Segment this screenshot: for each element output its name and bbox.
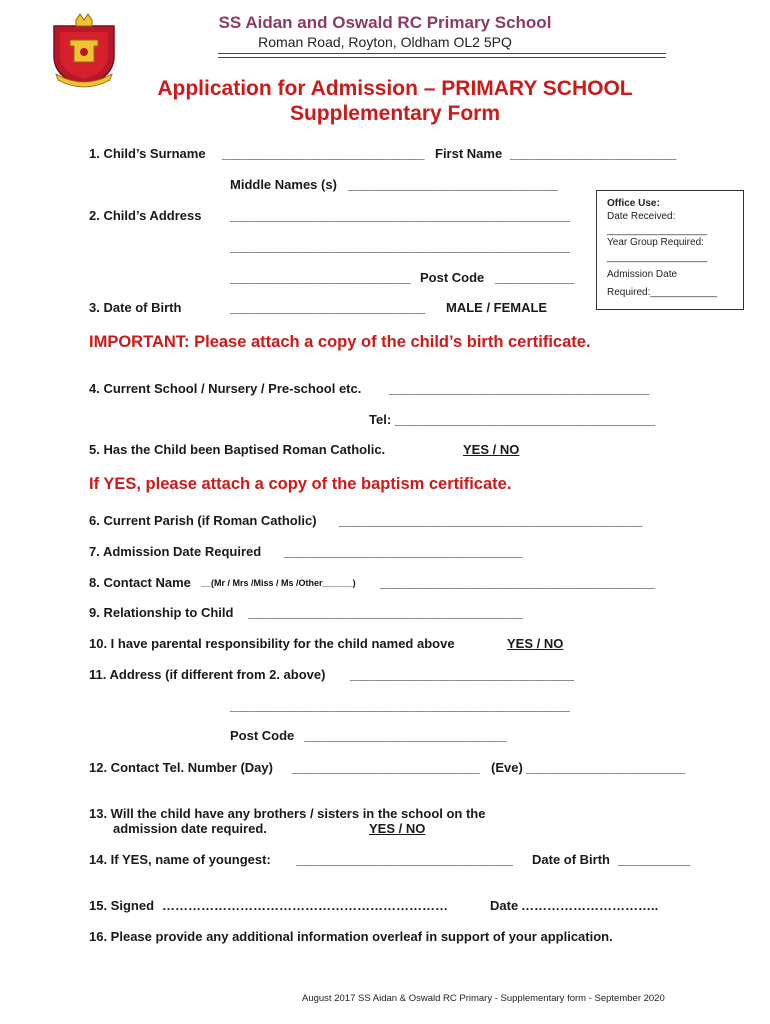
contact-tel-eve-label: (Eve)	[491, 760, 523, 775]
date-of-birth-field[interactable]: ___________________________	[230, 300, 426, 315]
child-postcode-field[interactable]: ___________	[495, 270, 575, 285]
other-postcode-label: Post Code	[230, 728, 295, 743]
admission-date-field[interactable]: _________________________________	[284, 544, 523, 559]
date-of-birth-label: 3. Date of Birth	[89, 300, 182, 315]
contact-tel-day-field[interactable]: __________________________	[292, 760, 480, 775]
child-surname-label: 1. Child’s Surname	[89, 146, 206, 161]
siblings-yes-no[interactable]: YES / NO	[369, 821, 426, 836]
current-parish-label: 6. Current Parish (if Roman Catholic)	[89, 513, 317, 528]
contact-name-field[interactable]: ______________________________________	[380, 575, 655, 590]
header-rule	[218, 53, 666, 54]
form-subtitle: Supplementary Form	[289, 102, 501, 125]
other-address-line1[interactable]: _______________________________	[350, 667, 575, 682]
baptised-label: 5. Has the Child been Baptised Roman Catholic.	[89, 442, 386, 457]
child-address-label: 2. Child’s Address	[89, 208, 202, 223]
middle-names-label: Middle Names (s)	[230, 177, 337, 192]
contact-tel-eve-field[interactable]: ______________________	[526, 760, 686, 775]
form-title: Application for Admission – PRIMARY SCHOOL	[157, 77, 633, 100]
siblings-question-line1: 13. Will the child have any brothers / sisters in the school on the	[89, 806, 486, 821]
important-birth-certificate-note: IMPORTANT: Please attach a copy of the child’s birth certificate.	[89, 333, 591, 351]
office-admission-required-field[interactable]: Required:____________	[607, 287, 718, 298]
parental-responsibility-label: 10. I have parental responsibility for the child named above	[89, 636, 455, 651]
sex-options[interactable]: MALE / FEMALE	[446, 300, 548, 315]
baptism-certificate-note: If YES, please attach a copy of the baptism certificate.	[89, 475, 512, 493]
contact-tel-label: 12. Contact Tel. Number (Day)	[89, 760, 273, 775]
child-address-line1[interactable]: _______________________________________________	[230, 208, 570, 223]
other-postcode-field[interactable]: ____________________________	[304, 728, 507, 743]
signed-date-field[interactable]: …………………………..	[521, 898, 659, 913]
youngest-sibling-label: 14. If YES, name of youngest:	[89, 852, 271, 867]
youngest-sibling-field[interactable]: ______________________________	[296, 852, 513, 867]
header-rule-thin	[218, 57, 666, 58]
siblings-question-line2: admission date required.	[113, 821, 267, 836]
school-address: Roman Road, Royton, Oldham OL2 5PQ	[258, 34, 512, 50]
other-address-label: 11. Address (if different from 2. above)	[89, 667, 326, 682]
school-tel-field[interactable]: ____________________________________	[395, 412, 656, 427]
child-address-line2[interactable]: _______________________________________________	[230, 239, 570, 254]
office-year-group-field[interactable]: __________________	[607, 252, 708, 263]
signed-field[interactable]: …………………………………………………………	[162, 898, 448, 913]
footer: August 2017 SS Aidan & Oswald RC Primary - Supplementary form - September 2020	[302, 993, 665, 1004]
school-name: SS Aidan and Oswald RC Primary School	[218, 13, 552, 32]
school-tel-label: Tel:	[369, 412, 392, 427]
contact-name-label: 8. Contact Name	[89, 575, 191, 590]
current-school-field[interactable]: ____________________________________	[389, 381, 650, 396]
first-name-label: First Name	[435, 146, 503, 161]
additional-info-note: 16. Please provide any additional information overleaf in support of your application.	[89, 929, 613, 944]
middle-names-field[interactable]: _____________________________	[348, 177, 558, 192]
office-year-group-label: Year Group Required:	[607, 237, 704, 248]
signed-date-label: Date	[490, 898, 519, 913]
contact-title-options[interactable]: __(Mr / Mrs /Miss / Ms /Other______)	[201, 578, 356, 588]
office-use-title: Office Use:	[607, 198, 660, 209]
child-address-line3[interactable]: _________________________	[230, 270, 411, 285]
relationship-field[interactable]: ______________________________________	[248, 605, 523, 620]
current-parish-field[interactable]: __________________________________________	[339, 513, 643, 528]
office-date-received-field[interactable]: __________________	[607, 225, 708, 236]
sibling-dob-field[interactable]: __________	[618, 852, 691, 867]
current-school-label: 4. Current School / Nursery / Pre-school etc.	[89, 381, 362, 396]
office-date-received-label: Date Received:	[607, 211, 676, 222]
other-address-line2[interactable]: _______________________________________________	[230, 698, 570, 713]
parental-responsibility-yes-no[interactable]: YES / NO	[507, 636, 564, 651]
office-admission-date-label: Admission Date	[607, 269, 678, 280]
signed-label: 15. Signed	[89, 898, 155, 913]
relationship-label: 9. Relationship to Child	[89, 605, 234, 620]
office-use-box	[596, 190, 744, 310]
baptised-yes-no[interactable]: YES / NO	[463, 442, 520, 457]
child-surname-field[interactable]: ____________________________	[222, 146, 425, 161]
first-name-field[interactable]: _______________________	[510, 146, 677, 161]
child-postcode-label: Post Code	[420, 270, 485, 285]
sibling-dob-label: Date of Birth	[532, 852, 610, 867]
admission-date-label: 7. Admission Date Required	[89, 544, 262, 559]
